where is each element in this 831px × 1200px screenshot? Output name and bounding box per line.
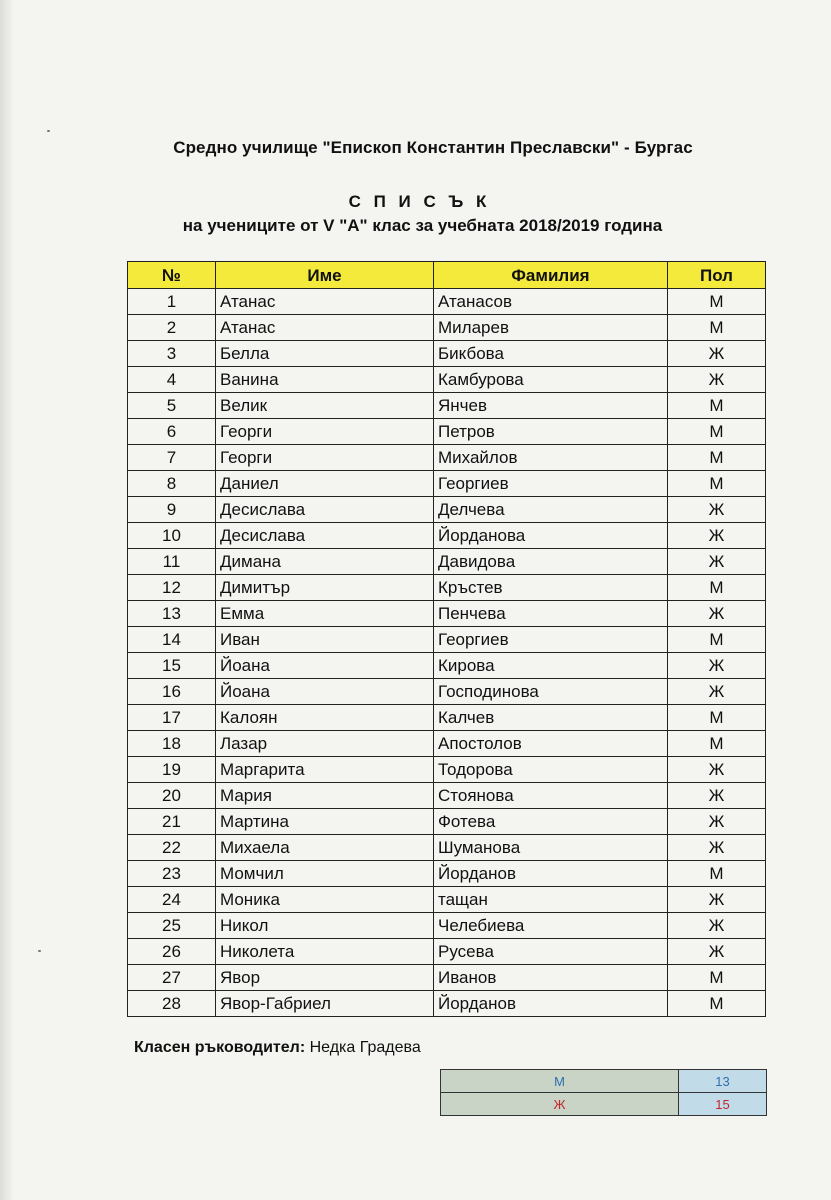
first-name-cell: Маргарита: [216, 757, 434, 783]
sex-cell: М: [668, 627, 766, 653]
sex-cell: Ж: [668, 341, 766, 367]
first-name-cell: Моника: [216, 887, 434, 913]
first-name-cell: Момчил: [216, 861, 434, 887]
sex-cell: Ж: [668, 757, 766, 783]
last-name-cell: Петров: [434, 419, 668, 445]
sex-cell: Ж: [668, 679, 766, 705]
first-name-cell: Белла: [216, 341, 434, 367]
sex-cell: М: [668, 315, 766, 341]
row-number-cell: 19: [128, 757, 216, 783]
row-number-cell: 28: [128, 991, 216, 1017]
first-name-cell: Димана: [216, 549, 434, 575]
class-teacher: [134, 1039, 421, 1057]
last-name-cell: Георгиев: [434, 471, 668, 497]
first-name-cell: Георги: [216, 445, 434, 471]
row-number-cell: 16: [128, 679, 216, 705]
row-number-cell: 9: [128, 497, 216, 523]
last-name-cell: Бикбова: [434, 341, 668, 367]
scan-speck: [47, 130, 50, 132]
first-name-cell: Десислава: [216, 497, 434, 523]
first-name-cell: Никол: [216, 913, 434, 939]
table-row: [128, 627, 766, 653]
summary-label-female: Ж: [441, 1093, 679, 1116]
sex-cell: Ж: [668, 783, 766, 809]
column-header-sex: Пол: [668, 262, 766, 289]
sex-cell: Ж: [668, 549, 766, 575]
table-row: [128, 497, 766, 523]
last-name-cell: Шуманова: [434, 835, 668, 861]
first-name-cell: Явор: [216, 965, 434, 991]
last-name-cell: Йорданов: [434, 991, 668, 1017]
last-name-cell: Пенчева: [434, 601, 668, 627]
last-name-cell: Господинова: [434, 679, 668, 705]
table-row: [128, 445, 766, 471]
first-name-cell: Йоана: [216, 653, 434, 679]
table-row: [128, 315, 766, 341]
row-number-cell: 14: [128, 627, 216, 653]
table-row: [128, 653, 766, 679]
table-row: [128, 341, 766, 367]
row-number-cell: 26: [128, 939, 216, 965]
sex-cell: М: [668, 575, 766, 601]
first-name-cell: Явор-Габриел: [216, 991, 434, 1017]
table-row: [128, 419, 766, 445]
last-name-cell: Кирова: [434, 653, 668, 679]
scan-edge: [0, 0, 14, 1200]
table-row: [128, 523, 766, 549]
sex-cell: Ж: [668, 601, 766, 627]
class-teacher-name: Недка Градева: [309, 1039, 421, 1056]
sex-cell: Ж: [668, 809, 766, 835]
sex-cell: Ж: [668, 497, 766, 523]
summary-row-male: [441, 1070, 767, 1093]
table-row: [128, 783, 766, 809]
row-number-cell: 25: [128, 913, 216, 939]
row-number-cell: 13: [128, 601, 216, 627]
first-name-cell: Калоян: [216, 705, 434, 731]
document-title: С П И С Ъ К: [348, 192, 491, 211]
row-number-cell: 20: [128, 783, 216, 809]
last-name-cell: Челебиева: [434, 913, 668, 939]
table-row: [128, 757, 766, 783]
last-name-cell: Камбурова: [434, 367, 668, 393]
sex-cell: Ж: [668, 913, 766, 939]
last-name-cell: Кръстев: [434, 575, 668, 601]
row-number-cell: 23: [128, 861, 216, 887]
row-number-cell: 3: [128, 341, 216, 367]
first-name-cell: Лазар: [216, 731, 434, 757]
last-name-cell: Стоянова: [434, 783, 668, 809]
table-row: [128, 731, 766, 757]
table-row: [128, 575, 766, 601]
sex-cell: М: [668, 471, 766, 497]
table-row: [128, 549, 766, 575]
sex-cell: М: [668, 419, 766, 445]
last-name-cell: Тодорова: [434, 757, 668, 783]
first-name-cell: Михаела: [216, 835, 434, 861]
last-name-cell: Йорданов: [434, 861, 668, 887]
last-name-cell: Йорданова: [434, 523, 668, 549]
table-row: [128, 939, 766, 965]
sex-cell: Ж: [668, 939, 766, 965]
column-header-number: №: [128, 262, 216, 289]
table-row: [128, 471, 766, 497]
table-row: [128, 861, 766, 887]
row-number-cell: 27: [128, 965, 216, 991]
table-row: [128, 393, 766, 419]
column-header-last-name: Фамилия: [434, 262, 668, 289]
table-header-row: [128, 262, 766, 289]
row-number-cell: 22: [128, 835, 216, 861]
row-number-cell: 12: [128, 575, 216, 601]
table-row: [128, 367, 766, 393]
gender-summary-table: [440, 1069, 767, 1116]
table-row: [128, 835, 766, 861]
first-name-cell: Велик: [216, 393, 434, 419]
row-number-cell: 4: [128, 367, 216, 393]
last-name-cell: Георгиев: [434, 627, 668, 653]
first-name-cell: Иван: [216, 627, 434, 653]
sex-cell: М: [668, 861, 766, 887]
row-number-cell: 1: [128, 289, 216, 315]
first-name-cell: Даниел: [216, 471, 434, 497]
first-name-cell: Десислава: [216, 523, 434, 549]
summary-count-male: 13: [679, 1070, 767, 1093]
last-name-cell: Михайлов: [434, 445, 668, 471]
row-number-cell: 24: [128, 887, 216, 913]
row-number-cell: 11: [128, 549, 216, 575]
row-number-cell: 2: [128, 315, 216, 341]
last-name-cell: Миларев: [434, 315, 668, 341]
first-name-cell: Георги: [216, 419, 434, 445]
class-teacher-label: Класен ръководител:: [134, 1039, 306, 1056]
row-number-cell: 15: [128, 653, 216, 679]
summary-row-female: [441, 1093, 767, 1116]
last-name-cell: Давидова: [434, 549, 668, 575]
first-name-cell: Николета: [216, 939, 434, 965]
scan-speck: [38, 950, 41, 952]
first-name-cell: Атанас: [216, 315, 434, 341]
first-name-cell: Ванина: [216, 367, 434, 393]
student-table: [127, 261, 766, 1017]
first-name-cell: Емма: [216, 601, 434, 627]
row-number-cell: 17: [128, 705, 216, 731]
table-row: [128, 991, 766, 1017]
table-row: [128, 601, 766, 627]
last-name-cell: Иванов: [434, 965, 668, 991]
school-name: Средно училище "Епископ Константин Преславски" - Бургас: [173, 138, 693, 157]
row-number-cell: 7: [128, 445, 216, 471]
first-name-cell: Мартина: [216, 809, 434, 835]
student-table-body: [128, 289, 766, 1017]
sex-cell: М: [668, 991, 766, 1017]
last-name-cell: Янчев: [434, 393, 668, 419]
summary-count-female: 15: [679, 1093, 767, 1116]
sex-cell: Ж: [668, 887, 766, 913]
last-name-cell: Фотева: [434, 809, 668, 835]
table-row: [128, 809, 766, 835]
sex-cell: Ж: [668, 367, 766, 393]
row-number-cell: 6: [128, 419, 216, 445]
table-row: [128, 965, 766, 991]
row-number-cell: 18: [128, 731, 216, 757]
table-row: [128, 289, 766, 315]
row-number-cell: 5: [128, 393, 216, 419]
last-name-cell: Апостолов: [434, 731, 668, 757]
sex-cell: М: [668, 731, 766, 757]
table-row: [128, 913, 766, 939]
sex-cell: М: [668, 289, 766, 315]
sex-cell: М: [668, 445, 766, 471]
summary-label-male: М: [441, 1070, 679, 1093]
sex-cell: М: [668, 965, 766, 991]
column-header-first-name: Име: [216, 262, 434, 289]
sex-cell: М: [668, 393, 766, 419]
document-subtitle: на учениците от V "А" клас за учебната 2018/2019 година: [182, 216, 663, 235]
sex-cell: М: [668, 705, 766, 731]
first-name-cell: Димитър: [216, 575, 434, 601]
table-row: [128, 887, 766, 913]
table-row: [128, 679, 766, 705]
first-name-cell: Атанас: [216, 289, 434, 315]
sex-cell: Ж: [668, 523, 766, 549]
first-name-cell: Мария: [216, 783, 434, 809]
row-number-cell: 8: [128, 471, 216, 497]
row-number-cell: 10: [128, 523, 216, 549]
last-name-cell: Калчев: [434, 705, 668, 731]
table-row: [128, 705, 766, 731]
row-number-cell: 21: [128, 809, 216, 835]
last-name-cell: Русева: [434, 939, 668, 965]
sex-cell: Ж: [668, 653, 766, 679]
first-name-cell: Йоана: [216, 679, 434, 705]
last-name-cell: Атанасов: [434, 289, 668, 315]
last-name-cell: Делчева: [434, 497, 668, 523]
last-name-cell: тащан: [434, 887, 668, 913]
sex-cell: Ж: [668, 835, 766, 861]
